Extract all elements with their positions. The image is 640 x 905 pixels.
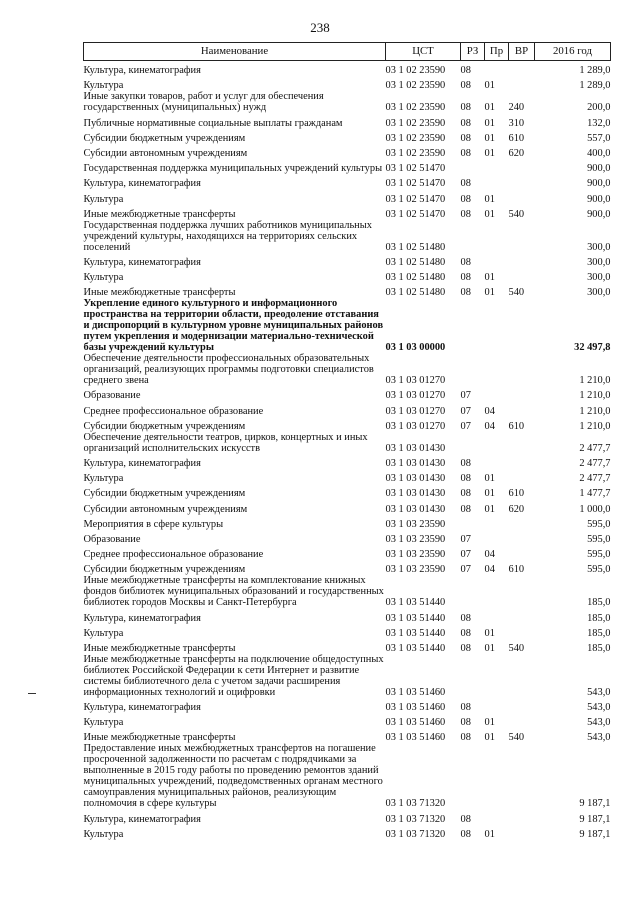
cell-code: 03 1 03 71320 [385, 828, 446, 840]
cell-code: 03 1 03 51460 [385, 702, 446, 714]
cell-code: 03 1 02 51470 [385, 163, 446, 175]
table-row [84, 575, 611, 608]
cell-vr [509, 159, 535, 174]
cell-amount: 557,0 [587, 132, 611, 144]
cell-code: 03 1 02 23590 [385, 80, 446, 92]
cell-vr [509, 454, 535, 469]
header-code: ЦСТ [386, 43, 461, 61]
cell-name: Иные межбюджетные трансферты на комплектование книжных фондов библиотек муниципальных образований и государственных библиотек городов Москвы и Санкт-Петербурга [83, 575, 384, 609]
cell-rz [461, 432, 485, 454]
cell-rz [461, 515, 485, 530]
cell-amount: 543,0 [587, 702, 611, 714]
cell-amount: 2 477,7 [579, 473, 611, 485]
cell-amount: 185,0 [587, 627, 611, 639]
table-header [84, 43, 611, 61]
cell-amount: 1 477,7 [579, 488, 611, 500]
cell-vr [509, 76, 535, 91]
cell-vr: 540 [508, 208, 525, 220]
cell-code: 03 1 03 51440 [385, 627, 446, 639]
cell-rz: 08 [460, 488, 471, 500]
cell-vr: 540 [508, 287, 525, 299]
cell-amount: 1 210,0 [579, 390, 611, 402]
cell-rz [461, 654, 485, 698]
cell-vr [509, 432, 535, 454]
cell-rz: 08 [460, 642, 471, 654]
cell-vr [509, 298, 535, 353]
cell-rz: 08 [460, 117, 471, 129]
cell-amount: 595,0 [587, 518, 611, 530]
cell-amount: 185,0 [587, 612, 611, 624]
cell-pr [485, 654, 509, 698]
cell-code: 03 1 03 51440 [385, 597, 446, 609]
cell-pr [485, 298, 509, 353]
table-row [84, 159, 611, 174]
table-row [84, 469, 611, 484]
header-name: Наименование [84, 43, 386, 61]
table-row [84, 174, 611, 189]
cell-amount: 1 210,0 [579, 375, 611, 387]
cell-code: 03 1 03 01430 [385, 458, 446, 469]
cell-pr [485, 743, 509, 809]
cell-amount: 300,0 [587, 241, 611, 253]
cell-name: Культура [83, 717, 124, 729]
cell-vr [509, 220, 535, 253]
cell-name: Укрепление единого культурного и информационного пространства на территории области, преодоление отставания и диспропорций в культурном уровне муниципальных районов путем укрепления и модернизации материально-технической базы учреждений культуры [83, 298, 384, 354]
cell-rz: 08 [460, 102, 471, 114]
cell-code: 03 1 03 01270 [385, 375, 446, 387]
header-row [84, 43, 611, 61]
cell-vr: 620 [508, 147, 525, 159]
header-vr: ВР [509, 43, 535, 61]
header-pr: Пр [485, 43, 509, 61]
table-row [84, 144, 611, 159]
table-row [84, 417, 611, 432]
cell-rz: 08 [460, 813, 471, 825]
cell-pr: 01 [484, 828, 495, 840]
cell-name: Образование [83, 533, 141, 545]
cell-code: 03 1 02 23590 [385, 132, 446, 144]
page-number: 238 [310, 20, 330, 35]
table-row [84, 401, 611, 416]
cell-name: Государственная поддержка муниципальных учреждений культуры [83, 163, 383, 175]
cell-rz [461, 298, 485, 353]
cell-vr [509, 545, 535, 560]
table-row [84, 91, 611, 113]
table-row [84, 825, 611, 840]
cell-amount: 595,0 [587, 564, 611, 576]
cell-pr: 01 [484, 102, 495, 114]
cell-vr [509, 61, 535, 77]
cell-code: 03 1 03 71320 [385, 813, 446, 825]
cell-pr [485, 220, 509, 253]
table-row [84, 515, 611, 530]
cell-pr: 01 [484, 117, 495, 129]
table-row [84, 113, 611, 128]
cell-name: Культура [83, 828, 124, 840]
cell-name: Предоставление иных межбюджетных трансфертов на погашение просроченной задолженности по расчетам с подрядчиками за выполненные в 2015 году работы по проведению ремонтов зданий муниципальных учреждений, подведомственных органам местного самоуправления муниципальных районов, реализующим полномочия в сфере культуры [83, 743, 383, 810]
cell-vr [509, 575, 535, 608]
cell-pr [485, 575, 509, 608]
cell-pr: 01 [484, 627, 495, 639]
table-row [84, 283, 611, 298]
header-amount: 2016 год [535, 43, 611, 61]
cell-rz [461, 575, 485, 608]
cell-vr [509, 386, 535, 401]
cell-pr: 01 [484, 147, 495, 159]
cell-pr [485, 386, 509, 401]
cell-pr: 01 [484, 80, 495, 92]
cell-rz: 08 [460, 612, 471, 624]
cell-name: Среднее профессиональное образование [83, 549, 264, 561]
cell-pr [485, 253, 509, 268]
cell-pr [485, 353, 509, 386]
cell-pr [485, 698, 509, 713]
cell-vr [509, 698, 535, 713]
cell-rz: 08 [460, 627, 471, 639]
cell-name: Культура [83, 80, 124, 92]
cell-name: Публичные нормативные социальные выплаты гражданам [83, 117, 343, 129]
cell-amount: 2 477,7 [579, 458, 611, 469]
cell-pr [485, 809, 509, 824]
cell-vr [509, 608, 535, 623]
cell-code: 03 1 03 01270 [385, 405, 446, 417]
cell-code: 03 1 03 51460 [385, 686, 446, 698]
cell-rz: 08 [460, 503, 471, 515]
cell-rz: 08 [460, 208, 471, 220]
cell-code: 03 1 03 51440 [385, 642, 446, 654]
cell-name: Культура, кинематография [83, 702, 201, 714]
cell-code: 03 1 02 51480 [385, 287, 446, 299]
cell-name: Культура [83, 272, 124, 284]
table-row [84, 728, 611, 743]
table-row [84, 654, 611, 698]
cell-code: 03 1 03 51440 [385, 612, 446, 624]
cell-name: Иные межбюджетные трансферты на подключение общедоступных библиотек Российской Федерации к сети Интернет и развитие системы библиотечного дела с учетом задачи расширения информационных технологий и оцифровки [83, 653, 384, 698]
cell-pr: 04 [484, 405, 495, 417]
cell-amount: 595,0 [587, 549, 611, 561]
cell-rz [461, 220, 485, 253]
cell-name: Субсидии бюджетным учреждениям [83, 488, 246, 500]
cell-pr: 01 [484, 473, 495, 485]
cell-name: Культура, кинематография [83, 813, 201, 825]
cell-vr [509, 401, 535, 416]
table-row [84, 499, 611, 514]
table-row [84, 530, 611, 545]
cell-code: 03 1 03 00000 [385, 342, 446, 354]
cell-vr: 610 [508, 132, 525, 144]
cell-code: 03 1 02 51470 [385, 178, 446, 190]
cell-name: Иные межбюджетные трансферты [83, 208, 236, 220]
cell-vr [509, 654, 535, 698]
cell-amount: 1 289,0 [579, 80, 611, 92]
cell-rz: 07 [460, 549, 471, 561]
cell-name: Иные межбюджетные трансферты [83, 642, 236, 654]
cell-code: 03 1 02 51470 [385, 193, 446, 205]
cell-name: Мероприятия в сфере культуры [83, 518, 224, 530]
cell-amount: 300,0 [587, 256, 611, 268]
cell-code: 03 1 02 51480 [385, 241, 446, 253]
cell-code: 03 1 02 23590 [385, 117, 446, 129]
cell-rz: 08 [460, 473, 471, 485]
cell-rz [461, 159, 485, 174]
cell-vr: 610 [508, 564, 525, 576]
cell-amount: 9 187,1 [579, 813, 611, 825]
cell-name: Иные межбюджетные трансферты [83, 732, 236, 744]
cell-amount: 543,0 [587, 686, 611, 698]
table-row [84, 129, 611, 144]
cell-name: Образование [83, 390, 141, 402]
cell-amount: 595,0 [587, 533, 611, 545]
cell-pr: 04 [484, 549, 495, 561]
table-row [84, 205, 611, 220]
cell-pr [485, 608, 509, 623]
cell-vr [509, 268, 535, 283]
cell-code: 03 1 03 51460 [385, 717, 446, 729]
cell-pr: 01 [484, 272, 495, 284]
cell-name: Иные закупки товаров, работ и услуг для обеспечения государственных (муниципальных) нужд [83, 91, 324, 114]
cell-rz: 08 [460, 272, 471, 284]
cell-name: Культура [83, 473, 124, 485]
table-row [84, 809, 611, 824]
cell-pr [485, 174, 509, 189]
cell-rz: 08 [460, 132, 471, 144]
cell-rz: 08 [460, 80, 471, 92]
cell-rz: 08 [460, 828, 471, 840]
cell-rz: 08 [460, 193, 471, 205]
cell-name: Обеспечение деятельности театров, цирков, концертных и иных организаций исполнительских искусств [83, 431, 368, 454]
table-row [84, 454, 611, 469]
cell-code: 03 1 03 23590 [385, 518, 446, 530]
cell-pr [485, 515, 509, 530]
table-row [84, 698, 611, 713]
cell-code: 03 1 02 23590 [385, 147, 446, 159]
cell-name: Обеспечение деятельности профессиональных образовательных организаций, реализующих программы подготовки специалистов среднего звена [83, 353, 374, 387]
cell-pr: 01 [484, 732, 495, 744]
cell-code: 03 1 02 51480 [385, 256, 446, 268]
cell-pr: 01 [484, 642, 495, 654]
cell-code: 03 1 03 23590 [385, 549, 446, 561]
cell-pr [485, 530, 509, 545]
table-row [84, 713, 611, 728]
cell-rz: 07 [460, 533, 471, 545]
cell-name: Субсидии бюджетным учреждениям [83, 132, 246, 144]
cell-pr [485, 61, 509, 77]
table-row [84, 484, 611, 499]
table-row [84, 76, 611, 91]
cell-vr: 540 [508, 732, 525, 744]
cell-amount: 200,0 [587, 102, 611, 114]
cell-code: 03 1 03 01430 [385, 503, 446, 515]
cell-code: 03 1 02 51480 [385, 272, 446, 284]
table-row [84, 639, 611, 654]
cell-rz: 08 [460, 458, 471, 469]
cell-vr: 620 [508, 503, 525, 515]
table-row [84, 298, 611, 353]
cell-vr [509, 809, 535, 824]
table-row [84, 560, 611, 575]
cell-rz: 08 [460, 287, 471, 299]
cell-vr [509, 530, 535, 545]
cell-amount: 900,0 [587, 163, 611, 175]
cell-vr [509, 743, 535, 809]
cell-rz: 08 [460, 717, 471, 729]
cell-code: 03 1 03 01270 [385, 420, 446, 432]
cell-amount: 543,0 [587, 732, 611, 744]
cell-name: Культура, кинематография [83, 256, 201, 268]
cell-code: 03 1 02 51470 [385, 208, 446, 220]
cell-amount: 1 210,0 [579, 405, 611, 417]
cell-rz [461, 743, 485, 809]
cell-code: 03 1 03 23590 [385, 533, 446, 545]
cell-vr [509, 825, 535, 840]
cell-rz: 07 [460, 420, 471, 432]
cell-pr: 01 [484, 503, 495, 515]
cell-amount: 185,0 [587, 642, 611, 654]
cell-name: Иные межбюджетные трансферты [83, 287, 236, 299]
cell-amount: 9 187,1 [579, 828, 611, 840]
cell-name: Культура [83, 627, 124, 639]
cell-pr: 04 [484, 564, 495, 576]
cell-rz: 08 [460, 256, 471, 268]
header-rz: РЗ [461, 43, 485, 61]
cell-name: Культура, кинематография [83, 612, 201, 624]
cell-vr [509, 624, 535, 639]
cell-rz: 08 [460, 178, 471, 190]
table-row [84, 386, 611, 401]
cell-code: 03 1 03 01430 [385, 442, 446, 454]
cell-code: 03 1 03 51460 [385, 732, 446, 744]
cell-vr: 540 [508, 642, 525, 654]
cell-pr: 01 [484, 287, 495, 299]
cell-pr: 01 [484, 132, 495, 144]
cell-pr [485, 159, 509, 174]
cell-amount: 543,0 [587, 717, 611, 729]
cell-amount: 1 000,0 [579, 503, 611, 515]
cell-vr [509, 253, 535, 268]
cell-vr [509, 189, 535, 204]
table-body [84, 61, 611, 840]
cell-pr: 01 [484, 208, 495, 220]
cell-amount: 300,0 [587, 272, 611, 284]
cell-pr: 01 [484, 193, 495, 205]
cell-code: 03 1 03 01270 [385, 390, 446, 402]
cell-code: 03 1 02 23590 [385, 102, 446, 114]
table-row [84, 61, 611, 77]
table-row [84, 268, 611, 283]
cell-name: Субсидии автономным учреждениям [83, 503, 248, 515]
cell-vr: 610 [508, 420, 525, 432]
cell-amount: 900,0 [587, 193, 611, 205]
cell-amount: 185,0 [587, 597, 611, 609]
cell-rz [461, 353, 485, 386]
table-row [84, 253, 611, 268]
cell-name: Культура, кинематография [83, 178, 201, 190]
table-row [84, 743, 611, 809]
cell-vr: 610 [508, 488, 525, 500]
cell-code: 03 1 03 01430 [385, 488, 446, 500]
cell-code: 03 1 03 23590 [385, 564, 446, 576]
table-row [84, 608, 611, 623]
cell-name: Культура [83, 193, 124, 205]
cell-code: 03 1 03 01430 [385, 473, 446, 485]
cell-pr: 01 [484, 717, 495, 729]
cell-vr [509, 469, 535, 484]
cell-pr: 01 [484, 488, 495, 500]
cell-amount: 32 497,8 [574, 342, 611, 354]
cell-amount: 900,0 [587, 208, 611, 220]
cell-amount: 300,0 [587, 287, 611, 299]
table-row [84, 353, 611, 386]
cell-amount: 1 289,0 [579, 65, 611, 77]
cell-pr: 04 [484, 420, 495, 432]
cell-pr [485, 432, 509, 454]
cell-amount: 132,0 [587, 117, 611, 129]
cell-amount: 9 187,1 [579, 798, 611, 810]
table-row [84, 220, 611, 253]
cell-amount: 2 477,7 [579, 442, 611, 454]
cell-code: 03 1 03 71320 [385, 798, 446, 810]
cell-vr [509, 174, 535, 189]
table-row [84, 189, 611, 204]
cell-code: 03 1 02 23590 [385, 65, 446, 77]
cell-vr [509, 353, 535, 386]
cell-rz: 08 [460, 732, 471, 744]
cell-rz: 07 [460, 390, 471, 402]
cell-rz: 07 [460, 405, 471, 417]
cell-name: Культура, кинематография [83, 458, 201, 469]
cell-name: Среднее профессиональное образование [83, 405, 264, 417]
cell-name: Государственная поддержка лучших работников муниципальных учреждений культуры, находящихся на территориях сельских поселений [83, 219, 372, 253]
cell-name: Субсидии бюджетным учреждениям [83, 564, 246, 576]
table-row [84, 624, 611, 639]
cell-vr: 240 [508, 102, 525, 114]
cell-vr [509, 713, 535, 728]
cell-rz: 08 [460, 65, 471, 77]
cell-rz: 08 [460, 702, 471, 714]
cell-pr [485, 454, 509, 469]
cell-name: Субсидии бюджетным учреждениям [83, 420, 246, 432]
cell-amount: 900,0 [587, 178, 611, 190]
cell-name: Субсидии автономным учреждениям [83, 147, 248, 159]
cell-rz: 08 [460, 147, 471, 159]
cell-rz: 07 [460, 564, 471, 576]
cell-amount: 1 210,0 [579, 420, 611, 432]
table-row [84, 432, 611, 454]
margin-dash [28, 693, 36, 694]
table-row [84, 545, 611, 560]
cell-amount: 400,0 [587, 147, 611, 159]
cell-vr [509, 515, 535, 530]
cell-name: Культура, кинематография [83, 65, 201, 77]
cell-vr: 310 [508, 117, 525, 129]
budget-table [83, 42, 611, 840]
